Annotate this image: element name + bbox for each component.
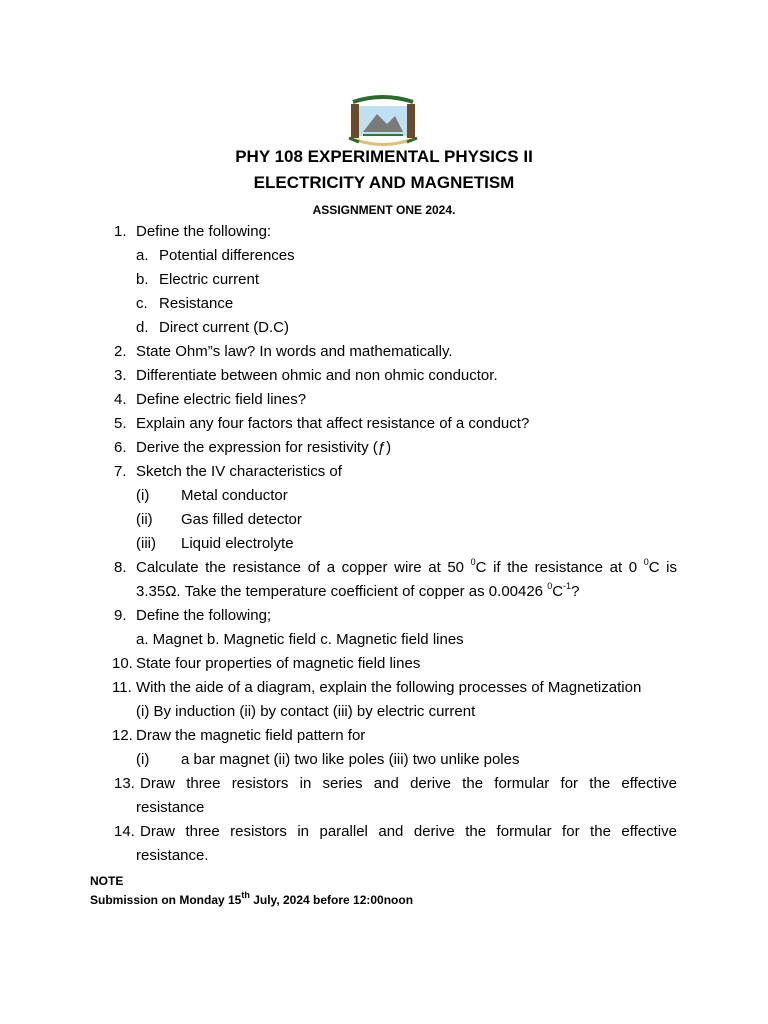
list-item: Metal conductor	[181, 487, 288, 504]
list-item: Gas filled detector	[181, 511, 302, 528]
question-text: Draw three resistors in parallel and derive the formular for the effective	[140, 823, 677, 840]
question-number: 11.	[112, 679, 132, 696]
question-number: 7.	[114, 463, 127, 480]
list-marker: (iii)	[136, 535, 156, 552]
question-number: 12.	[112, 727, 133, 744]
assignment-heading: ASSIGNMENT ONE 2024.	[312, 203, 456, 217]
sub-item: a bar magnet (ii) two like poles (iii) two unlike poles	[181, 751, 520, 768]
question-text: Derive the expression for resistivity (ƒ)	[136, 439, 392, 456]
question-number: 4.	[114, 391, 127, 408]
question-number: 14.	[114, 823, 135, 840]
question-text-continued: 3.35Ω. Take the temperature coefficient of copper as 0.00426 $^0C^{-1}$?	[136, 581, 580, 600]
list-marker: b.	[136, 271, 149, 288]
question-number: 8.	[114, 559, 127, 576]
question-number: 5.	[114, 415, 127, 432]
document-subtitle: ELECTRICITY AND MAGNETISM	[253, 173, 515, 192]
question-text: Sketch the IV characteristics of	[136, 463, 342, 480]
question-text: Define electric field lines?	[136, 391, 307, 408]
list-marker: (i)	[136, 751, 150, 768]
question-text: With the aide of a diagram, explain the following processes of Magnetization	[136, 679, 642, 696]
question-text: State four properties of magnetic field lines	[136, 655, 421, 672]
question-number: 6.	[114, 439, 127, 456]
list-item: Resistance	[159, 295, 234, 312]
list-item: Liquid electrolyte	[181, 535, 294, 552]
question-text-continued: resistance.	[136, 847, 209, 864]
question-number: 9.	[114, 607, 127, 624]
list-marker: a.	[136, 247, 149, 264]
question-text: Define the following:	[136, 223, 272, 240]
question-number: 2.	[114, 343, 127, 360]
question-number: 13.	[114, 775, 135, 792]
list-item: Electric current	[159, 271, 260, 288]
list-marker: (i)	[136, 487, 150, 504]
list-marker: d.	[136, 319, 149, 336]
question-text: Define the following;	[136, 607, 272, 624]
question-text: Calculate the resistance of a copper wire at 50 $^0$C if the resistance at 0 $^0$C is	[136, 557, 678, 576]
question-text: Differentiate between ohmic and non ohmic conductor.	[136, 367, 498, 384]
list-marker: c.	[136, 295, 148, 312]
university-crest-icon	[345, 92, 421, 148]
question-text-continued: resistance	[136, 799, 205, 816]
question-number: 3.	[114, 367, 127, 384]
submission-deadline: Submission on Monday 15th July, 2024 before 12:00noon	[90, 890, 414, 907]
question-text: State Ohm”s law? In words and mathematically.	[136, 343, 453, 360]
list-item: Direct current (D.C)	[159, 319, 290, 336]
sub-item: a. Magnet b. Magnetic field c. Magnetic field lines	[136, 631, 464, 648]
course-title: PHY 108 EXPERIMENTAL PHYSICS II	[235, 147, 533, 166]
question-text: Draw three resistors in series and derive the formular for the effective	[140, 775, 677, 792]
list-item: Potential differences	[159, 247, 295, 264]
question-text: Explain any four factors that affect resistance of a conduct?	[136, 415, 530, 432]
question-number: 10.	[112, 655, 133, 672]
question-number: 1.	[114, 223, 127, 240]
sub-item: (i) By induction (ii) by contact (iii) by electric current	[136, 703, 476, 720]
question-text: Draw the magnetic field pattern for	[136, 727, 366, 744]
note-label: NOTE	[90, 874, 124, 888]
list-marker: (ii)	[136, 511, 153, 528]
